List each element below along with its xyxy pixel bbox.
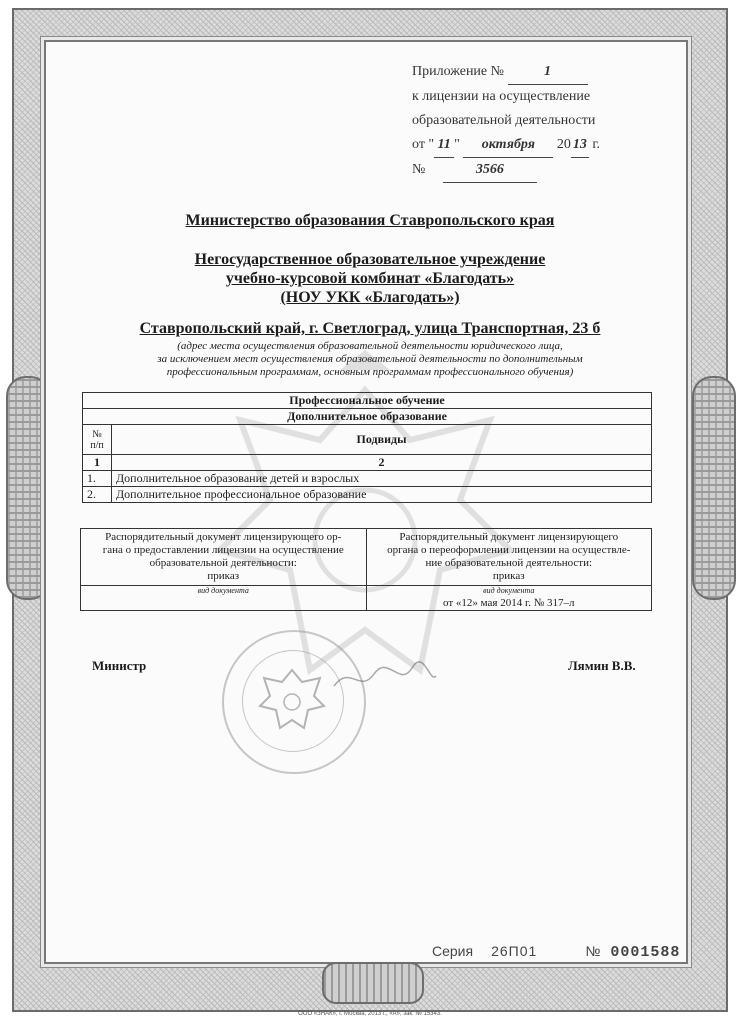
document-reissue-type: приказ bbox=[492, 570, 525, 582]
ministry-heading: Министерство образования Ставропольского края bbox=[185, 212, 555, 229]
document-reissue-order: от «12» мая 2014 г. № 317–л bbox=[443, 597, 575, 609]
document-grant-text: гана о предоставлении лицензии на осуществление bbox=[102, 544, 344, 556]
appendix-number-line bbox=[412, 60, 622, 85]
document-reissue-text: органа о переоформлении лицензии на осуществле- bbox=[387, 544, 631, 556]
license-number-label: № bbox=[412, 162, 426, 177]
signature-mark bbox=[330, 658, 440, 698]
document-reissue-cell bbox=[366, 529, 652, 586]
series-code: 26П01 bbox=[491, 943, 538, 959]
date-quote: " bbox=[454, 137, 460, 152]
date-day: 11 bbox=[434, 133, 454, 158]
date-year-end: г. bbox=[592, 137, 601, 152]
document-kind-caption: вид документа bbox=[483, 586, 535, 595]
appendix-line-activity: образовательной деятельности bbox=[412, 113, 596, 128]
row-number: 1. bbox=[83, 471, 112, 487]
series-number-label: № bbox=[585, 943, 601, 959]
date-year-suffix: 13 bbox=[571, 133, 589, 158]
document-grant-kind-cell bbox=[81, 586, 367, 611]
column-header-subtypes: Подвиды bbox=[112, 425, 652, 455]
printer-imprint: ООО «ЗНАК», г. Москва, 2013 г., «А», зак. № 15343. bbox=[298, 1011, 442, 1017]
signatory-title: Министр bbox=[92, 658, 147, 673]
appendix-date-line bbox=[412, 133, 622, 158]
column-header-number: № п/п bbox=[83, 425, 112, 455]
table-row bbox=[83, 471, 652, 487]
address-note bbox=[80, 340, 660, 379]
row-subtype: Дополнительное профессиональное образование bbox=[112, 487, 652, 503]
address-note-line: за исключением мест осуществления образовательной деятельности по дополнительным bbox=[157, 353, 583, 365]
document-reissue-text: ние образовательной деятельности: bbox=[425, 557, 593, 569]
row-number: 2. bbox=[83, 487, 112, 503]
series-label: Серия bbox=[432, 943, 474, 959]
date-year-prefix: 20 bbox=[556, 137, 571, 152]
address-note-line: профессиональным программам, основным программам профессионального обучения) bbox=[166, 366, 574, 378]
seal-eagle-icon bbox=[252, 660, 332, 740]
document-kind-caption: вид документа bbox=[197, 586, 249, 595]
address-heading: Ставропольский край, г. Светлоград, улица Транспортная, 23 б bbox=[139, 320, 601, 337]
organization-heading bbox=[80, 250, 660, 307]
series-line bbox=[432, 943, 680, 961]
document-grant-text: Распорядительный документ лицензирующего ор- bbox=[105, 531, 342, 543]
appendix-label: Приложение № bbox=[412, 64, 504, 79]
date-month: октября bbox=[463, 133, 553, 158]
appendix-line-license: к лицензии на осуществление bbox=[412, 89, 591, 104]
appendix-number: 1 bbox=[508, 60, 588, 85]
activity-heading-professional: Профессиональное обучение bbox=[83, 393, 652, 409]
documents-table bbox=[80, 528, 652, 611]
document-grant-text: образовательной деятельности: bbox=[149, 557, 297, 569]
address-note-line: (адрес места осуществления образовательной деятельности юридического лица, bbox=[177, 340, 563, 352]
document-reissue-kind-cell bbox=[366, 586, 652, 611]
license-number: 3566 bbox=[443, 158, 537, 183]
document-grant-cell bbox=[81, 529, 367, 586]
organization-short-name: (НОУ УКК «Благодать») bbox=[280, 289, 460, 306]
series-number: 0001588 bbox=[610, 944, 681, 961]
activity-heading-additional: Дополнительное образование bbox=[83, 409, 652, 425]
table-row bbox=[83, 487, 652, 503]
column-index: 2 bbox=[112, 455, 652, 471]
date-prefix: от " bbox=[412, 137, 435, 152]
column-index: 1 bbox=[83, 455, 112, 471]
document-reissue-text: Распорядительный документ лицензирующего bbox=[399, 531, 619, 543]
license-number-line bbox=[412, 158, 622, 183]
signatory-name: Лямин В.В. bbox=[568, 658, 636, 673]
bottom-ornament bbox=[322, 962, 424, 1004]
document-grant-type: приказ bbox=[207, 570, 240, 582]
row-subtype: Дополнительное образование детей и взрослых bbox=[112, 471, 652, 487]
appendix-block bbox=[412, 60, 622, 183]
activity-table bbox=[82, 392, 652, 503]
organization-type: Негосударственное образовательное учреждение bbox=[194, 251, 546, 268]
organization-name: учебно-курсовой комбинат «Благодать» bbox=[225, 270, 515, 287]
right-ornament bbox=[692, 376, 736, 600]
